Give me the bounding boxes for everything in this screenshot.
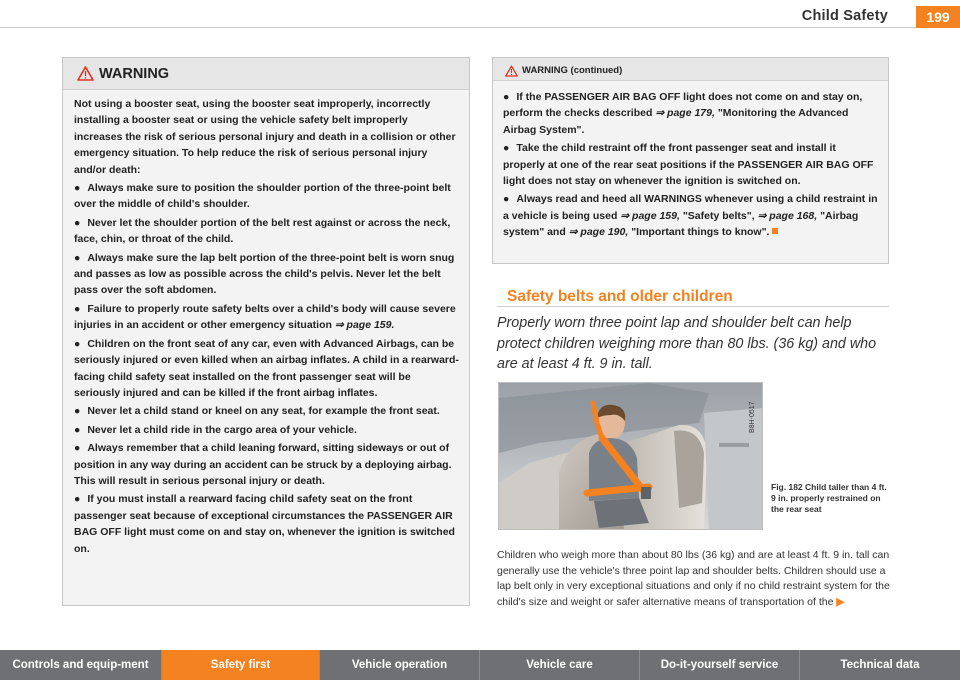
warning-bullet: ● Always remember that a child leaning forward, sitting sideways or out of position in any way during an accident can be struck by a deploying airbag. This will result in serious personal injury or death.	[74, 442, 452, 487]
warning-continued-header	[493, 58, 888, 81]
figure-code-label	[747, 389, 757, 434]
nav-controls-and-equipment[interactable]: Controls and equip-ment	[0, 650, 162, 680]
bullet-icon: ●	[74, 182, 81, 195]
bullet-icon: ●	[74, 251, 81, 264]
nav-vehicle-care[interactable]: Vehicle care	[480, 650, 640, 680]
nav-vehicle-operation[interactable]: Vehicle operation	[320, 650, 480, 680]
page-reference-link[interactable]: ⇒ page 159,	[620, 209, 680, 222]
bullet-icon: ●	[74, 442, 81, 455]
warning-header	[63, 58, 469, 90]
bullet-icon: ●	[74, 302, 81, 315]
warning-bullet: ● Never let the shoulder portion of the belt rest against or across the neck, face, chin, or throat of the child.	[74, 216, 451, 246]
warning-bullet: ● If you must install a rearward facing child safety seat on the front passenger seat because of exceptional circumstances the PASSENGER AIR BAG OFF light must come on and stay on, whenever the ignition is switched on.	[74, 493, 455, 555]
end-marker-icon	[772, 228, 778, 234]
warning-triangle-icon	[505, 65, 518, 77]
warning-bullet: ● Failure to properly route safety belts over a child's body will cause severe injuries in an accident or other emergency situation ⇒ page 159.	[74, 302, 456, 332]
section-intro: Properly worn three point lap and shoulder belt can help protect children weighing more than 80 lbs. (36 kg) and who are at least 4 ft. 9 in. tall.	[497, 315, 877, 372]
bullet-icon: ●	[503, 193, 510, 206]
page-title: Child Safety	[801, 8, 888, 24]
warning-title: WARNING	[99, 65, 170, 82]
warning-bullet: ● Always make sure to position the shoulder portion of the three-point belt over the middle of child's shoulder.	[74, 182, 451, 211]
bullet-icon: ●	[74, 216, 81, 229]
warning-bullet: ● If the PASSENGER AIR BAG OFF light does not come on and stay on, perform the checks described ⇒ page 179, "Monitoring the Advanced Airbag System".	[503, 91, 863, 136]
header-divider	[0, 27, 916, 28]
figure-image	[498, 382, 763, 530]
figure-code-text: B8H-0517	[749, 401, 756, 433]
bullet-icon: ●	[74, 337, 81, 350]
page-reference-link[interactable]: ⇒ page 168,	[757, 209, 818, 222]
warning-body	[63, 90, 469, 557]
warning-bullet: ● Take the child restraint off the front passenger seat and install it properly at one of the rear seat positions if the PASSENGER AIR BAG OFF light does not stay on whenever the ignition is switched on.	[503, 142, 874, 188]
section-heading: Safety belts and older children	[507, 288, 733, 305]
figure-caption: Fig. 182 Child taller than 4 ft. 9 in. properly restrained on the rear seat	[771, 482, 887, 515]
bullet-icon: ●	[74, 493, 81, 506]
warning-box	[62, 57, 470, 606]
warning-continued-box	[492, 57, 889, 264]
warning-continued-body	[493, 81, 888, 241]
section-divider	[497, 306, 889, 307]
bullet-icon: ●	[74, 423, 81, 436]
nav-technical-data[interactable]: Technical data	[800, 650, 960, 680]
nav-safety-first[interactable]: Safety first	[162, 650, 320, 680]
body-paragraph: Children who weigh more than about 80 lbs (36 kg) and are at least 4 ft. 9 in. tall can generally use the vehicle's three point lap and shoulder belts. Children should use a lap belt only in very exceptional situations and only if no child restraint system for the child's size and weight or safer alternative means of transportation of the ▶	[497, 549, 890, 608]
bullet-icon: ●	[503, 142, 510, 155]
child-restrained-illustration	[499, 383, 763, 530]
warning-bullet: ● Always read and heed all WARNINGS whenever using a child restraint in a vehicle is being used ⇒ page 159, "Safety belts", ⇒ page 168, "Airbag system" and ⇒ page 190, "Important things to know".	[503, 193, 878, 239]
bullet-icon: ●	[74, 405, 81, 418]
bullet-icon: ●	[503, 91, 510, 103]
page-number: 199	[916, 6, 960, 28]
warning-bullet: ● Never let a child ride in the cargo area of your vehicle.	[74, 423, 357, 436]
page-reference-link[interactable]: ⇒ page 179,	[655, 107, 715, 120]
warning-bullet: ● Always make sure the lap belt portion of the three-point belt is worn snug and passes as low as possible across the child's pelvis. Never let the belt pass over the soft abdomen.	[74, 251, 455, 297]
footer-navigation	[0, 650, 960, 680]
page-reference-link[interactable]: ⇒ page 159.	[334, 319, 395, 332]
page-reference-link[interactable]: ⇒ page 190,	[568, 226, 629, 239]
warning-triangle-icon	[77, 66, 94, 81]
warning-bullet: ● Never let a child stand or kneel on any seat, for example the front seat.	[74, 405, 440, 418]
warning-continued-title: WARNING (continued)	[522, 65, 623, 77]
continue-arrow-icon: ▶	[836, 595, 845, 608]
nav-do-it-yourself-service[interactable]: Do-it-yourself service	[640, 650, 800, 680]
warning-paragraph: Not using a booster seat, using the booster seat improperly, incorrectly installing a booster seat or using the vehicle safety belt improperly increases the risk of serious personal injury and death in a collision or other emergency situation. To help reduce the risk of serious personal injury and/or death:	[74, 98, 456, 176]
warning-bullet: ● Children on the front seat of any car, even with Advanced Airbags, can be seriously injured or even killed when an airbag inflates. A child in a rearward-facing child safety seat installed on the front passenger seat will be seriously injured and can be killed if the front airbag inflates.	[74, 337, 459, 399]
